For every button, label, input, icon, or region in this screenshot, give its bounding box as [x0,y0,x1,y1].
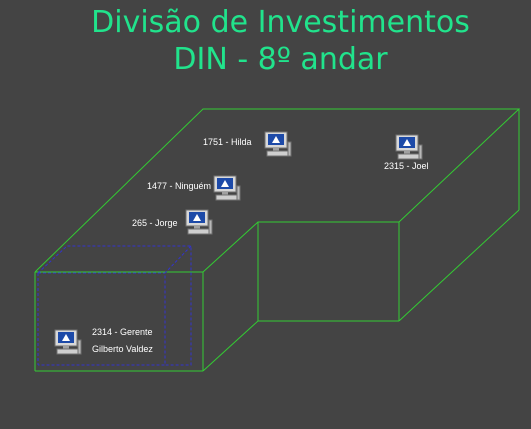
page-title: Divisão de Investimentos [91,5,470,40]
workstation-sublabel: Gilberto Valdez [92,344,153,354]
computer-icon[interactable] [262,130,292,158]
computer-icon[interactable] [52,328,82,356]
page-subtitle: DIN - 8º andar [173,42,388,77]
workstation-label: 1751 - Hilda [203,137,252,147]
workstation-label: 265 - Jorge [132,218,178,228]
computer-icon[interactable] [211,174,241,202]
floor-outline-edge [399,210,519,321]
floor-outline-edge [203,321,258,371]
computer-icon[interactable] [393,133,423,161]
computer-icon[interactable] [183,208,213,236]
workstation-label: 1477 - Ninguém [147,181,212,191]
workstation-label: 2314 - Gerente [92,327,153,337]
workstation-label: 2315 - Joel [384,161,429,171]
